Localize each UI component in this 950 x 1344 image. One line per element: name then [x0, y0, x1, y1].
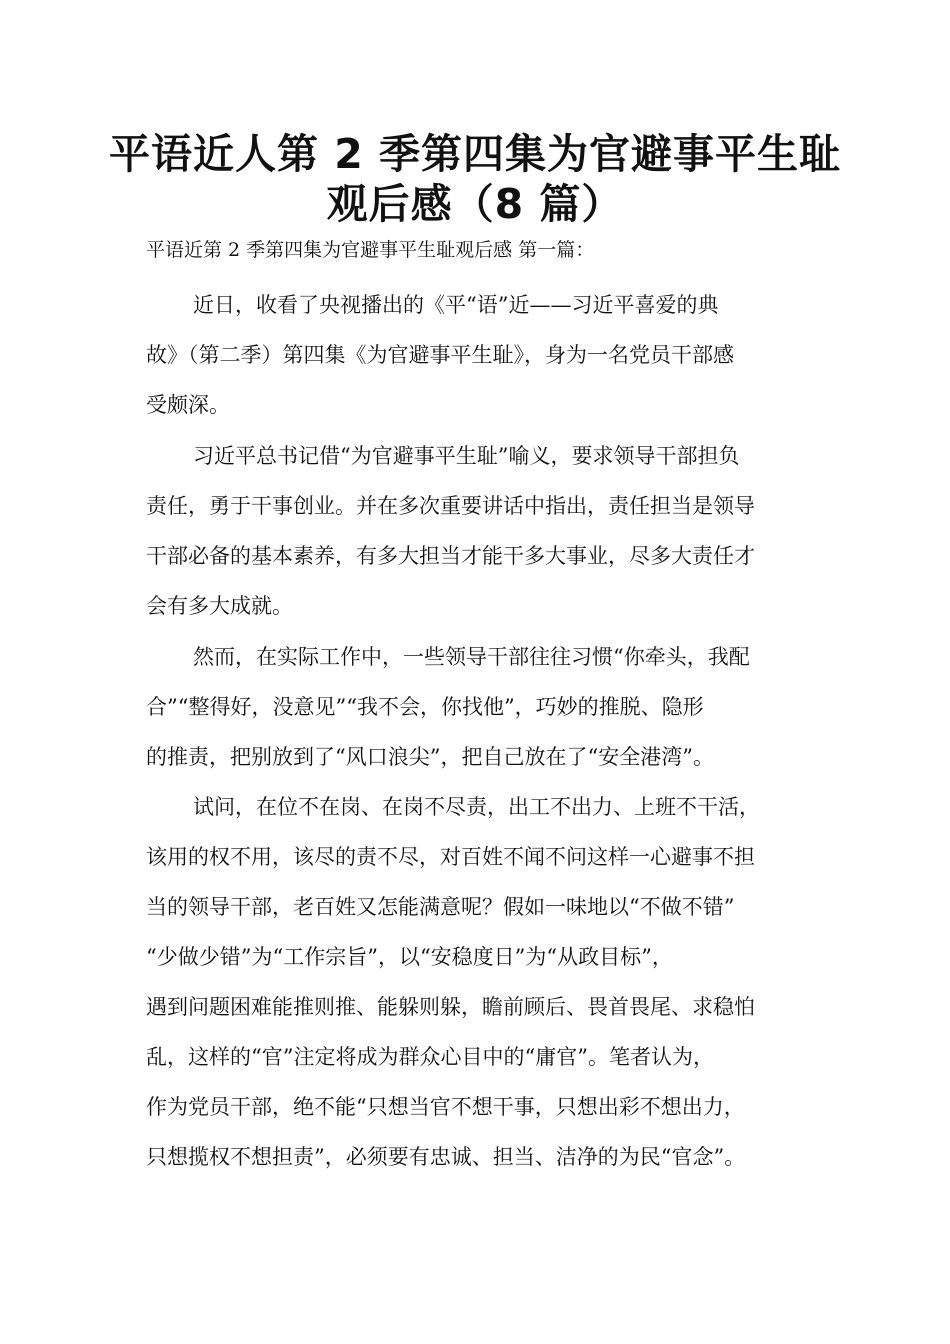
- paragraph-line: 近日，收看了央视播出的《平“语”近——习近平喜爱的典: [193, 293, 719, 317]
- paragraph-line: 干部必备的基本素养，有多大担当才能干多大事业，尽多大责任才: [146, 544, 755, 568]
- paragraph-line: 故》（第二季）第四集《为官避事平生耻》，身为一名党员干部感: [146, 343, 734, 367]
- paragraph-line: 作为党员干部，绝不能“只想当官不想干事，只想出彩不想出力，: [146, 1095, 745, 1119]
- paragraph-line: “少做少错”为“工作宗旨”，以“安稳度日”为“从政目标”，: [146, 945, 673, 969]
- section-heading: 平语近第 2 季第四集为官避事平生耻观后感 第一篇：: [146, 239, 595, 261]
- paragraph-line: 责任，勇于干事创业。并在多次重要讲话中指出，责任担当是领导: [146, 494, 755, 518]
- paragraph-line: 遇到问题困难能推则推、能躲则躲，瞻前顾后、畏首畏尾、求稳怕: [146, 995, 755, 1019]
- paragraph-line: 受颇深。: [146, 393, 230, 417]
- paragraph-line: 会有多大成就。: [146, 594, 293, 618]
- paragraph-line: 乱，这样的“官”注定将成为群众心目中的“庸官”。笔者认为，: [146, 1045, 714, 1069]
- paragraph-line: 合”“整得好，没意见”“我不会，你找他”，巧妙的推脱、隐形: [146, 695, 704, 719]
- paragraph-line: 的推责，把别放到了“风口浪尖”，把自己放在了“安全港湾”。: [146, 745, 714, 769]
- paragraph-line: 当的领导干部，老百姓又怎能满意呢？假如一味地以“不做不错”: [146, 895, 735, 919]
- paragraph-line: 习近平总书记借“为官避事平生耻”喻义，要求领导干部担负: [193, 444, 740, 468]
- paragraph-line: 试问，在位不在岗、在岗不尽责，出工不出力、上班不干活，: [193, 795, 760, 819]
- paragraph-line: 该用的权不用，该尽的责不尽，对百姓不闻不问这样一心避事不担: [146, 845, 755, 869]
- paragraph-line: 然而，在实际工作中，一些领导干部往往习惯“你牵头，我配: [193, 645, 750, 669]
- paragraph-line: 只想揽权不想担责”，必须要有忠诚、担当、洁净的为民“官念”。: [146, 1145, 746, 1169]
- document-title-line1: 平语近人第 2 季第四集为官避事平生耻: [108, 130, 842, 178]
- document-title-line2: 观后感（8 篇）: [326, 180, 624, 228]
